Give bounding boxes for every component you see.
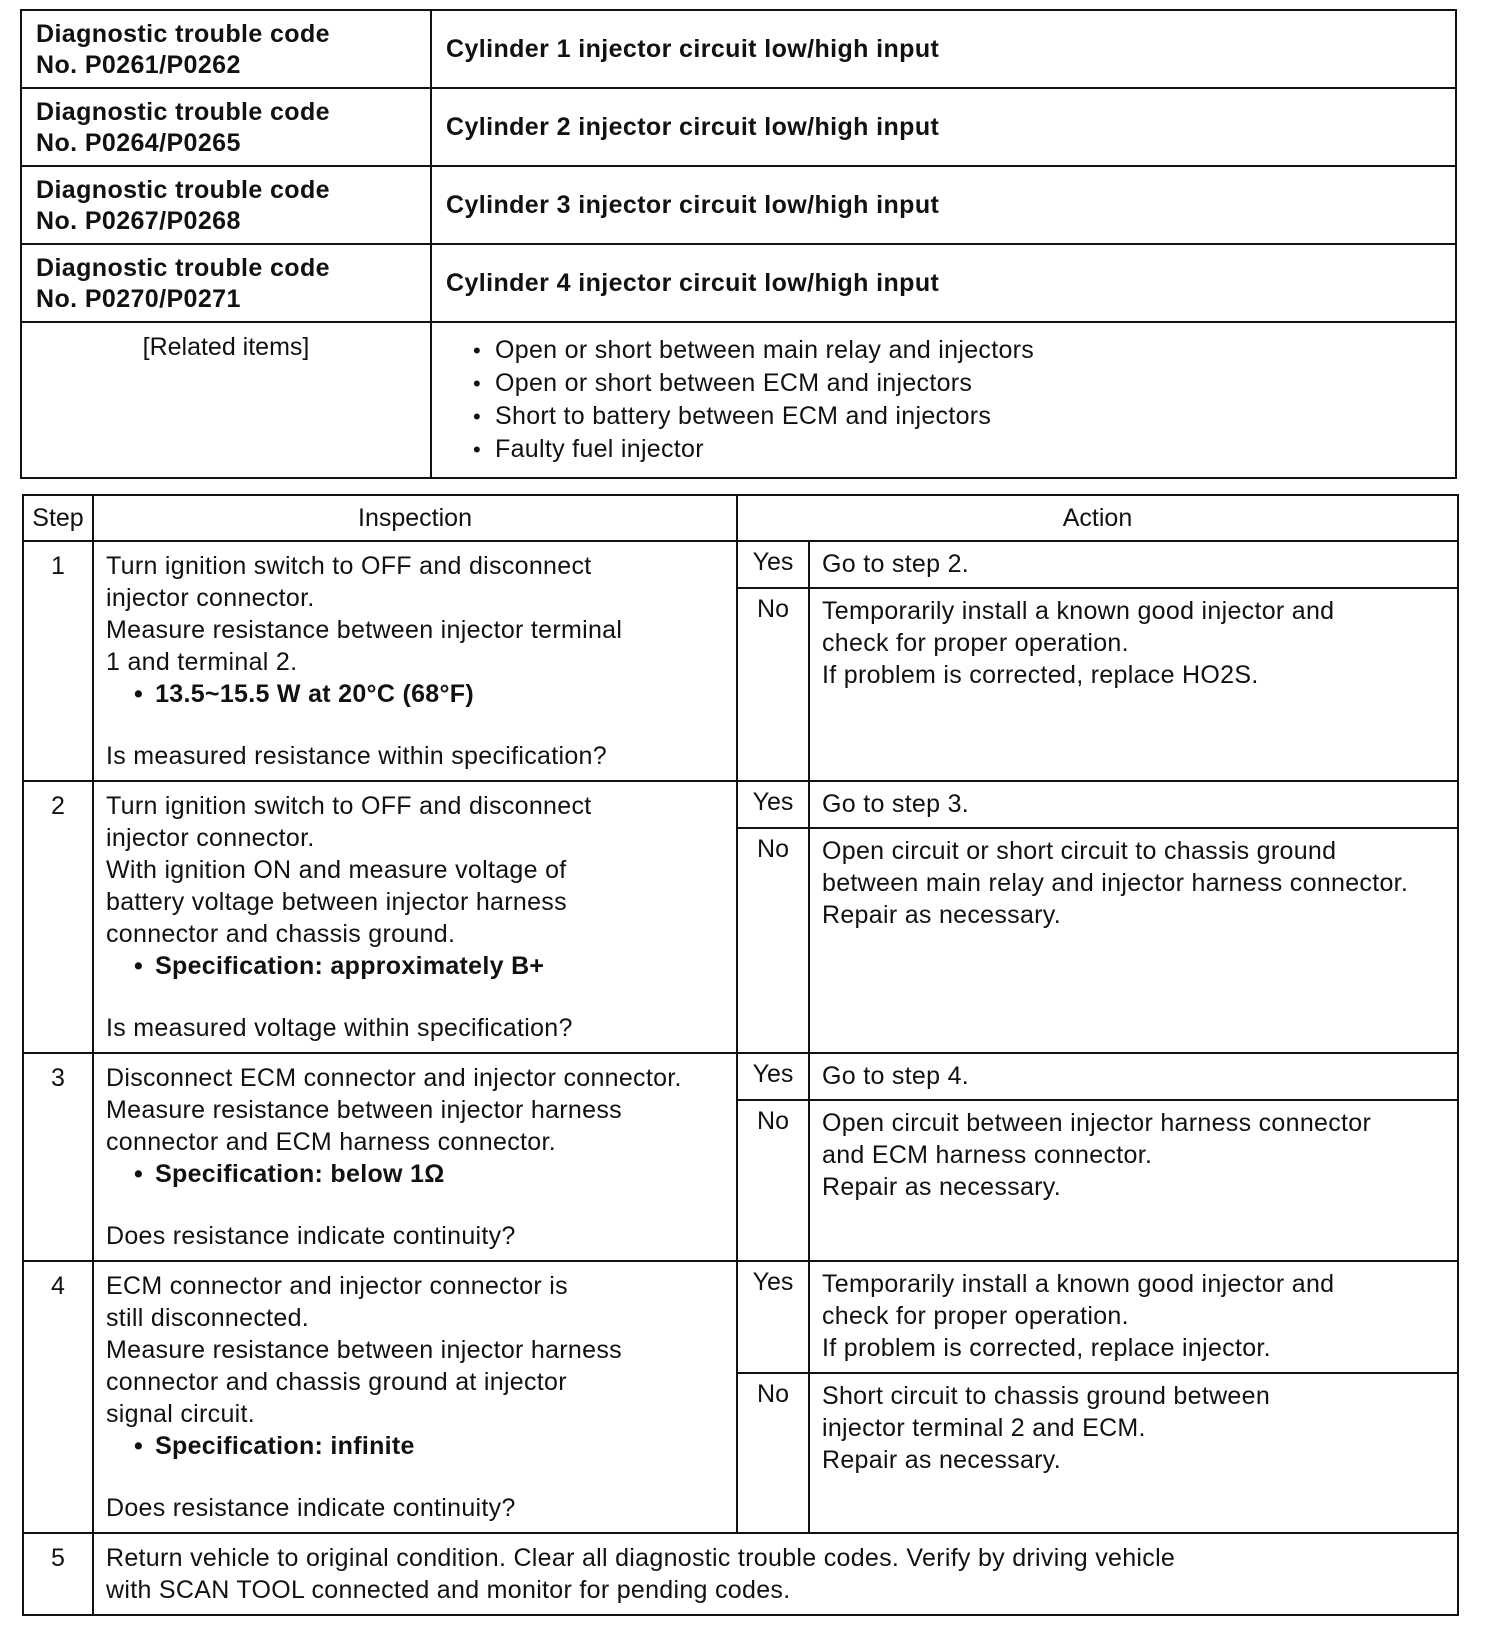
action-line: Temporarily install a known good injector and bbox=[822, 596, 1335, 625]
action-line: Repair as necessary. bbox=[822, 900, 1061, 929]
inspection-spec: • Specification: below 1Ω bbox=[106, 1158, 724, 1190]
dtc-code-number: No. P0270/P0271 bbox=[36, 285, 241, 313]
yes-action bbox=[809, 1053, 1458, 1100]
header-inspection: Inspection bbox=[93, 495, 737, 541]
inspection-line: 1 and terminal 2. bbox=[106, 648, 298, 676]
dtc-row bbox=[21, 10, 1456, 88]
final-line: Return vehicle to original condition. Clear all diagnostic trouble codes. Verify by driving vehicle bbox=[106, 1544, 1176, 1572]
inspection-question: Is measured resistance within specification? bbox=[106, 742, 607, 770]
action-line: If problem is corrected, replace HO2S. bbox=[822, 660, 1259, 689]
yes-action bbox=[809, 1261, 1458, 1373]
action-line: Open circuit or short circuit to chassis ground bbox=[822, 836, 1337, 865]
related-items-row bbox=[21, 322, 1456, 478]
inspection-line: connector and chassis ground. bbox=[106, 920, 456, 948]
no-action bbox=[809, 588, 1458, 781]
step-number: 1 bbox=[23, 541, 93, 781]
inspection-question: Is measured voltage within specification? bbox=[106, 1014, 573, 1042]
inspection-spec: • 13.5~15.5 W at 20°C (68°F) bbox=[106, 678, 724, 710]
inspection-line: Measure resistance between injector harness bbox=[106, 1096, 622, 1124]
no-label: No bbox=[737, 1100, 809, 1261]
related-items-list bbox=[433, 324, 1454, 476]
step-row bbox=[23, 1261, 1458, 1373]
dtc-code-label: Diagnostic trouble code bbox=[36, 98, 330, 126]
inspection-line: injector connector. bbox=[106, 584, 315, 612]
dtc-code-number: No. P0264/P0265 bbox=[36, 129, 241, 157]
no-label: No bbox=[737, 588, 809, 781]
action-line: If problem is corrected, replace injector. bbox=[822, 1334, 1271, 1362]
related-item: • Faulty fuel injector bbox=[473, 433, 1454, 466]
action-line: Go to step 3. bbox=[822, 790, 970, 818]
dtc-code-cell bbox=[21, 88, 431, 166]
inspection-line: battery voltage between injector harness bbox=[106, 888, 567, 916]
action-line: Go to step 4. bbox=[822, 1062, 970, 1090]
step-inspection bbox=[93, 541, 737, 781]
related-item: • Short to battery between ECM and injectors bbox=[473, 400, 1454, 433]
action-line: Repair as necessary. bbox=[822, 1172, 1061, 1201]
header-step: Step bbox=[23, 495, 93, 541]
related-items-cell bbox=[431, 322, 1456, 478]
action-line: Short circuit to chassis ground between bbox=[822, 1381, 1271, 1410]
inspection-line: still disconnected. bbox=[106, 1304, 310, 1332]
dtc-code-label: Diagnostic trouble code bbox=[36, 176, 330, 204]
step-row bbox=[23, 1053, 1458, 1100]
dtc-description: Cylinder 3 injector circuit low/high input bbox=[431, 166, 1456, 244]
yes-label: Yes bbox=[737, 1261, 809, 1373]
action-line: Repair as necessary. bbox=[822, 1445, 1061, 1474]
dtc-description: Cylinder 4 injector circuit low/high input bbox=[431, 244, 1456, 322]
step-inspection bbox=[93, 1261, 737, 1533]
inspection-line: Turn ignition switch to OFF and disconnect bbox=[106, 792, 592, 820]
header-action: Action bbox=[737, 495, 1458, 541]
inspection-line: connector and chassis ground at injector bbox=[106, 1368, 567, 1396]
dtc-code-number: No. P0261/P0262 bbox=[36, 51, 241, 79]
inspection-spec: • Specification: approximately B+ bbox=[106, 950, 724, 982]
inspection-question: Does resistance indicate continuity? bbox=[106, 1222, 516, 1250]
yes-action bbox=[809, 541, 1458, 588]
dtc-code-label: Diagnostic trouble code bbox=[36, 20, 330, 48]
final-line: with SCAN TOOL connected and monitor for pending codes. bbox=[106, 1576, 791, 1604]
step-number: 2 bbox=[23, 781, 93, 1053]
inspection-line: injector connector. bbox=[106, 824, 315, 852]
inspection-line: Measure resistance between injector harness bbox=[106, 1336, 622, 1364]
step-row bbox=[23, 541, 1458, 588]
inspection-question: Does resistance indicate continuity? bbox=[106, 1494, 516, 1522]
step-row-final bbox=[23, 1533, 1458, 1615]
related-item: • Open or short between ECM and injectors bbox=[473, 367, 1454, 400]
step-inspection bbox=[93, 1053, 737, 1261]
final-step-text bbox=[93, 1533, 1458, 1615]
no-action bbox=[809, 1100, 1458, 1261]
step-row bbox=[23, 781, 1458, 828]
yes-label: Yes bbox=[737, 781, 809, 828]
action-line: Open circuit between injector harness connector bbox=[822, 1108, 1372, 1137]
inspection-line: With ignition ON and measure voltage of bbox=[106, 856, 567, 884]
no-action bbox=[809, 828, 1458, 1053]
no-action bbox=[809, 1373, 1458, 1533]
dtc-table bbox=[20, 9, 1457, 479]
action-line: check for proper operation. bbox=[822, 1302, 1129, 1330]
dtc-row bbox=[21, 166, 1456, 244]
dtc-code-number: No. P0267/P0268 bbox=[36, 207, 241, 235]
inspection-line: Measure resistance between injector terminal bbox=[106, 616, 623, 644]
dtc-code-cell bbox=[21, 10, 431, 88]
no-label: No bbox=[737, 828, 809, 1053]
yes-label: Yes bbox=[737, 1053, 809, 1100]
action-line: between main relay and injector harness connector. bbox=[822, 868, 1409, 897]
inspection-line: signal circuit. bbox=[106, 1400, 255, 1428]
action-line: Temporarily install a known good injector and bbox=[822, 1270, 1335, 1298]
inspection-line: Turn ignition switch to OFF and disconnect bbox=[106, 552, 592, 580]
inspection-spec: • Specification: infinite bbox=[106, 1430, 724, 1462]
yes-label: Yes bbox=[737, 541, 809, 588]
yes-action bbox=[809, 781, 1458, 828]
dtc-description: Cylinder 2 injector circuit low/high input bbox=[431, 88, 1456, 166]
action-line: Go to step 2. bbox=[822, 550, 970, 578]
step-number: 3 bbox=[23, 1053, 93, 1261]
action-line: injector terminal 2 and ECM. bbox=[822, 1413, 1146, 1442]
dtc-code-cell bbox=[21, 244, 431, 322]
no-label: No bbox=[737, 1373, 809, 1533]
inspection-line: connector and ECM harness connector. bbox=[106, 1128, 556, 1156]
step-inspection bbox=[93, 781, 737, 1053]
related-items-label: [Related items] bbox=[21, 322, 431, 478]
step-table-header bbox=[23, 495, 1458, 541]
dtc-code-label: Diagnostic trouble code bbox=[36, 254, 330, 282]
dtc-code-cell bbox=[21, 166, 431, 244]
dtc-description: Cylinder 1 injector circuit low/high input bbox=[431, 10, 1456, 88]
step-table bbox=[22, 494, 1459, 1616]
step-number: 5 bbox=[23, 1533, 93, 1615]
action-line: check for proper operation. bbox=[822, 628, 1129, 657]
dtc-row bbox=[21, 88, 1456, 166]
related-item: • Open or short between main relay and injectors bbox=[473, 334, 1454, 367]
dtc-row bbox=[21, 244, 1456, 322]
action-line: and ECM harness connector. bbox=[822, 1140, 1153, 1169]
inspection-line: ECM connector and injector connector is bbox=[106, 1272, 568, 1300]
inspection-line: Disconnect ECM connector and injector connector. bbox=[106, 1064, 682, 1092]
step-number: 4 bbox=[23, 1261, 93, 1533]
